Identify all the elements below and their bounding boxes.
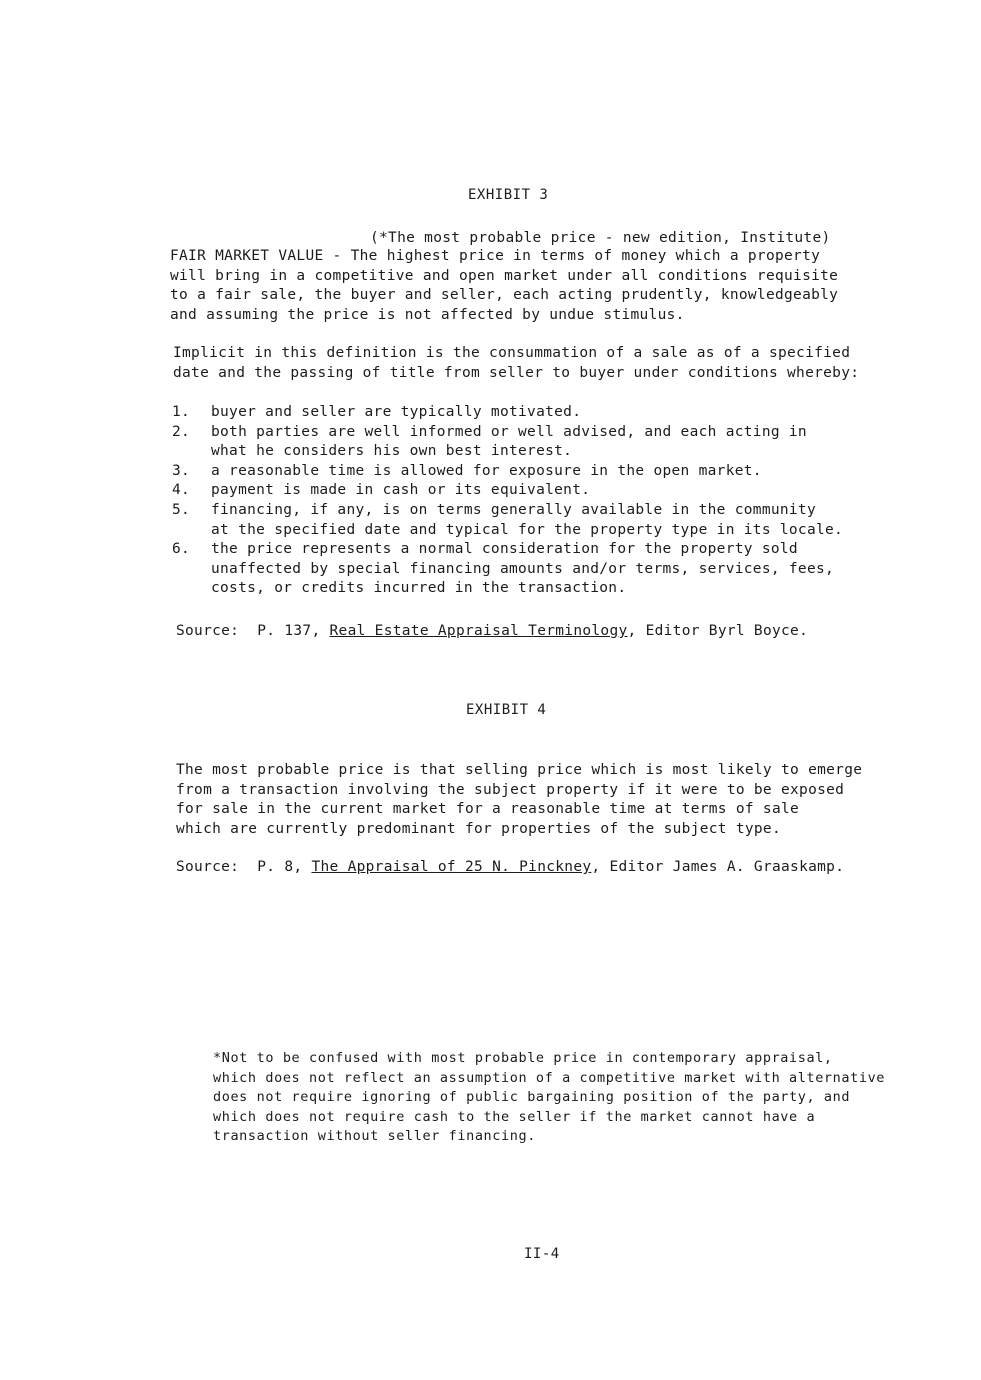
list-item-number: 1. [172,404,191,420]
paragraph-line: The most probable price is that selling price which is most likely to emerge [176,762,863,778]
footnote [213,1049,885,1147]
list-item-text: the price represents a normal consideration for the property sold [211,541,798,558]
definition-line: will bring in a competitive and open market under all conditions requisite [170,267,839,284]
list-item-text: at the specified date and typical for the property type in its locale. [211,521,844,538]
source-label: Source: [176,859,240,875]
list-item-number: 4. [172,482,191,499]
list-item-number: 6. [172,541,191,558]
source-title: The Appraisal of 25 N. Pinckney [311,859,592,875]
list-item-number: 3. [172,462,191,479]
list-item-text: costs, or credits incurred in the transaction. [211,580,627,597]
footnote-line: which does not require cash to the seller if the market cannot have a [213,1108,816,1125]
source-title: Real Estate Appraisal Terminology [329,623,628,639]
footnote-line: *Not to be confused with most probable price in contemporary appraisal, [213,1050,833,1066]
implicit-line: date and the passing of title from seller to buyer under conditions whereby: [173,364,860,381]
exhibit-3-heading: EXHIBIT 3 [468,187,549,203]
exhibit-4-source [176,858,844,878]
source-editor: , Editor Byrl Boyce. [627,623,809,639]
source-label: Source: [176,623,240,639]
page-number: II-4 [524,1246,560,1262]
most-probable-price-paragraph [176,761,862,839]
source-editor: , Editor James A. Graaskamp. [591,859,845,875]
footnote-line: which does not reflect an assumption of a competitive market with alternative [213,1069,886,1086]
paragraph-line: for sale in the current market for a reasonable time at terms of sale [176,801,800,818]
exhibit-3-note: (*The most probable price - new edition, Institute) [370,230,831,246]
implicit-line: Implicit in this definition is the consummation of a sale as of a specified [173,345,851,361]
fair-market-value-definition [170,247,838,325]
list-item-text: unaffected by special financing amounts and/or terms, services, fees, [211,560,835,577]
list-item-text: buyer and seller are typically motivated. [211,404,582,420]
paragraph-line: from a transaction involving the subject property if it were to be exposed [176,781,845,798]
definition-line: FAIR MARKET VALUE - The highest price in terms of money which a property [170,248,821,264]
list-item-text: payment is made in cash or its equivalent. [211,482,591,499]
footnote-line: transaction without seller financing. [213,1128,536,1144]
exhibit-4-heading: EXHIBIT 4 [466,702,547,718]
definition-line: and assuming the price is not affected by undue stimulus. [170,306,685,323]
list-item-text: both parties are well informed or well advised, and each acting in [211,423,807,440]
footnote-line: does not require ignoring of public bargaining position of the party, and [213,1089,851,1105]
list-item-number: 2. [172,423,191,440]
list-item-text: financing, if any, is on terms generally available in the community [211,501,816,518]
list-item-number: 5. [172,501,191,518]
exhibit-3-source [176,622,808,642]
source-page: P. 137, [257,623,321,639]
list-item-text: a reasonable time is allowed for exposure in the open market. [211,462,762,479]
definition-line: to a fair sale, the buyer and seller, each acting prudently, knowledgeably [170,287,839,304]
implicit-paragraph [173,344,859,383]
paragraph-line: which are currently predominant for properties of the subject type. [176,820,781,837]
list-item-text: what he considers his own best interest. [211,443,573,460]
source-page: P. 8, [257,859,303,875]
